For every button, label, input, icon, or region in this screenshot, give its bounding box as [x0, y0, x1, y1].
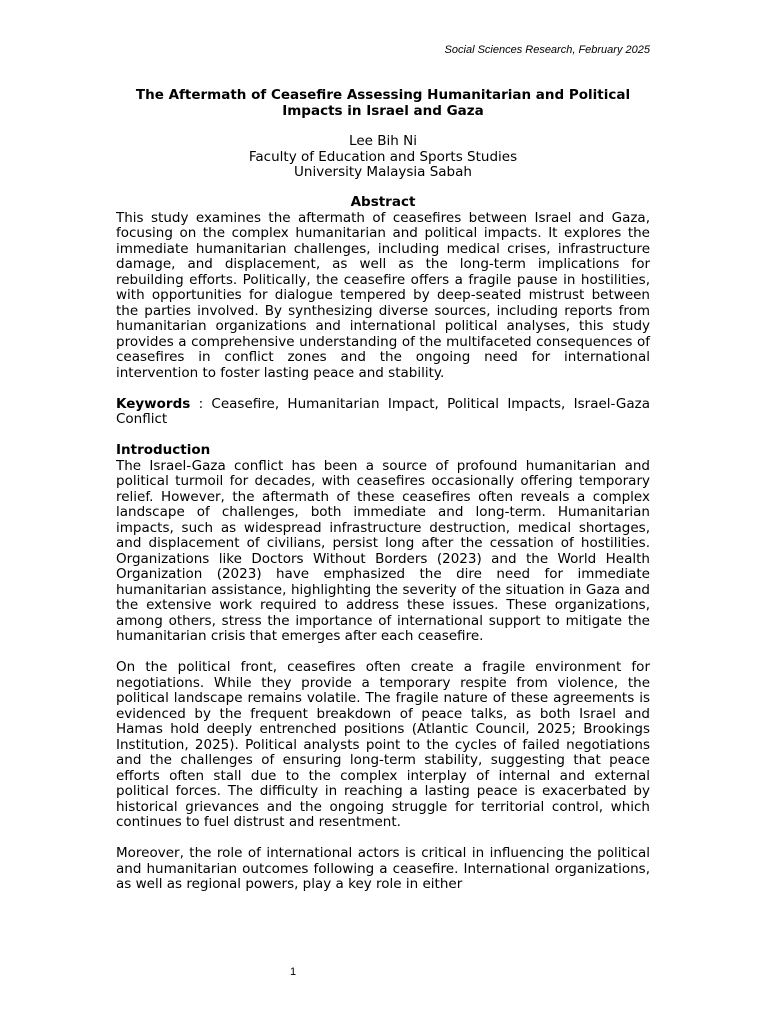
author-block: [116, 134, 650, 181]
author-name: Lee Bih Ni: [349, 133, 417, 149]
introduction-paragraph-2: On the political front, ceasefires often create a fragile environment for negotiations. While they provide a temporary respite from violence, the political landscape remains volatile. The fragile nature of these agreements is evidenced by the frequent breakdown of peace talks, as both Israel and Hamas hold deeply entrenched positions (Atlantic Council, 2025; Brookings Institution, 2025). Political analysts point to the cycles of failed negotiations and the challenges of ensuring long-term stability, suggesting that peace efforts often stall due to the complex interplay of internal and external political forces. The difficulty in reaching a lasting peace is exacerbated by historical grievances and the ongoing struggle for territorial control, which continues to fuel distrust and resentment.: [116, 659, 650, 830]
author-affiliation-university: University Malaysia Sabah: [294, 164, 472, 180]
introduction-heading: Introduction: [116, 442, 211, 458]
introduction-paragraph-1: The Israel-Gaza conflict has been a source of profound humanitarian and political turmoil for decades, with ceasefires occasionally offering temporary relief. However, the aftermath of these ceasefires often reveals a complex landscape of challenges, both immediate and long-term. Humanitarian impacts, such as widespread infrastructure destruction, medical shortages, and displacement of civilians, persist long after the cessation of hostilities. Organizations like Doctors Without Borders (2023) and the World Health Organization (2023) have emphasized the dire need for immediate humanitarian assistance, highlighting the severity of the situation in Gaza and the extensive work required to address these issues. These organizations, among others, stress the importance of international support to mitigate the humanitarian crisis that emerges after each ceasefire.: [116, 457, 650, 644]
paper-title: The Aftermath of Ceasefire Assessing Humanitarian and Political Impacts in Israel and Gaza: [135, 87, 631, 119]
paper-body: [116, 195, 650, 893]
introduction-paragraph-3: Moreover, the role of international actors is critical in influencing the political and humanitarian outcomes following a ceasefire. International organizations, as well as regional powers, play a key role in either: [116, 845, 650, 892]
paper-page: [116, 0, 650, 1024]
abstract-heading: Abstract: [350, 194, 416, 210]
keywords-list: : Ceasefire, Humanitarian Impact, Political Impacts, Israel-Gaza Conflict: [116, 395, 650, 427]
page-number: 1: [289, 966, 297, 978]
author-affiliation-faculty: Faculty of Education and Sports Studies: [248, 148, 518, 165]
running-head: Social Sciences Research, February 2025: [444, 44, 650, 56]
keywords-line: [116, 397, 650, 428]
abstract-paragraph: This study examines the aftermath of ceasefires between Israel and Gaza, focusing on the complex humanitarian and political impacts. It explores the immediate humanitarian challenges, including medical crises, infrastructure damage, and displacement, as well as the long-term implications for rebuilding efforts. Politically, the ceasefire offers a fragile pause in hostilities, with opportunities for dialogue tempered by deep-seated mistrust between the parties involved. By synthesizing diverse sources, including reports from humanitarian organizations and international political analyses, this study provides a comprehensive understanding of the multifaceted consequences of ceasefires in conflict zones and the ongoing need for international intervention to foster lasting peace and stability.: [116, 209, 650, 381]
keywords-label: Keywords: [116, 395, 191, 412]
